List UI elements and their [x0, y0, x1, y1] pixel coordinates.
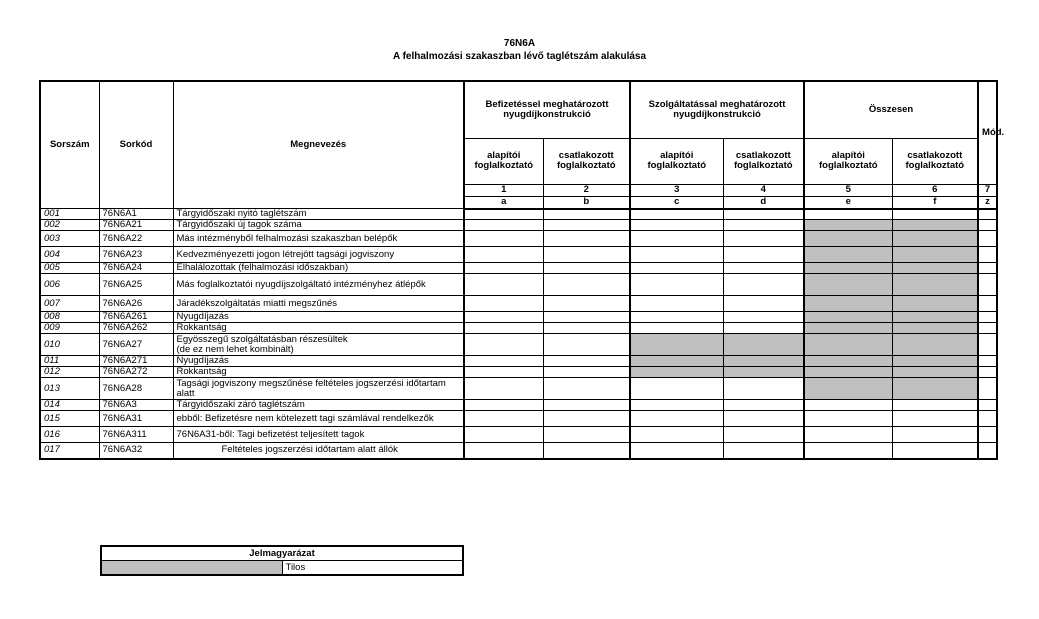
- data-cell[interactable]: [543, 263, 630, 274]
- data-cell: [804, 247, 892, 263]
- data-cell[interactable]: [978, 274, 997, 296]
- table-row: [40, 411, 997, 427]
- row-megnevezes: Feltételes jogszerzési időtartam alatt állók: [173, 443, 464, 459]
- data-cell[interactable]: [630, 411, 723, 427]
- header-sub-2: csatlakozott foglalkoztató: [543, 138, 630, 184]
- data-cell: [804, 378, 892, 400]
- data-cell[interactable]: [630, 296, 723, 312]
- data-cell[interactable]: [464, 334, 543, 356]
- row-sorszam: 011: [40, 356, 99, 367]
- data-cell[interactable]: [978, 367, 997, 378]
- header-letter-c: c: [630, 196, 723, 209]
- data-cell: [804, 263, 892, 274]
- row-sorszam: 003: [40, 231, 99, 247]
- header-num-2: 2: [543, 184, 630, 196]
- header-num-3: 3: [630, 184, 723, 196]
- header-num-5: 5: [804, 184, 892, 196]
- data-cell[interactable]: [723, 323, 804, 334]
- data-cell[interactable]: [723, 400, 804, 411]
- data-cell: [804, 334, 892, 356]
- data-cell[interactable]: [543, 274, 630, 296]
- data-cell[interactable]: [630, 209, 723, 220]
- data-cell[interactable]: [464, 367, 543, 378]
- table-row: [40, 443, 997, 459]
- data-cell[interactable]: [630, 231, 723, 247]
- data-cell[interactable]: [543, 220, 630, 231]
- table-row: [40, 220, 997, 231]
- data-cell: [804, 312, 892, 323]
- legend: [100, 545, 464, 576]
- row-megnevezes: Tagsági jogviszony megszűnése feltételes jogszerzési időtartam alatt: [173, 378, 464, 400]
- data-cell[interactable]: [464, 443, 543, 459]
- row-sorszam: 002: [40, 220, 99, 231]
- row-sorszam: 007: [40, 296, 99, 312]
- data-cell: [804, 296, 892, 312]
- row-sorkod: 76N6A28: [99, 378, 173, 400]
- report-code: 76N6A: [503, 38, 536, 49]
- data-cell[interactable]: [978, 411, 997, 427]
- row-megnevezes: Elhalálozottak (felhalmozási időszakban): [173, 263, 464, 274]
- row-sorszam: 016: [40, 427, 99, 443]
- row-sorszam: 012: [40, 367, 99, 378]
- data-cell[interactable]: [804, 209, 892, 220]
- data-cell[interactable]: [543, 247, 630, 263]
- data-cell: [892, 323, 978, 334]
- row-sorszam: 004: [40, 247, 99, 263]
- data-cell[interactable]: [978, 323, 997, 334]
- table-row: [40, 400, 997, 411]
- data-cell[interactable]: [723, 443, 804, 459]
- table-row: [40, 209, 997, 220]
- row-sorszam: 010: [40, 334, 99, 356]
- data-cell[interactable]: [892, 411, 978, 427]
- data-cell[interactable]: [464, 378, 543, 400]
- data-cell[interactable]: [978, 443, 997, 459]
- row-sorkod: 76N6A24: [99, 263, 173, 274]
- row-sorkod: 76N6A261: [99, 312, 173, 323]
- data-cell: [892, 367, 978, 378]
- header-sub-1: alapítói foglalkoztató: [464, 138, 543, 184]
- data-cell: [892, 356, 978, 367]
- header-num-6: 6: [892, 184, 978, 196]
- row-sorkod: 76N6A3: [99, 400, 173, 411]
- data-cell[interactable]: [464, 220, 543, 231]
- data-cell[interactable]: [892, 209, 978, 220]
- data-cell[interactable]: [543, 400, 630, 411]
- data-cell[interactable]: [723, 411, 804, 427]
- data-cell[interactable]: [723, 274, 804, 296]
- row-sorkod: 76N6A1: [99, 209, 173, 220]
- data-cell: [892, 247, 978, 263]
- header-sorszam: Sorszám: [40, 81, 99, 209]
- data-cell[interactable]: [464, 356, 543, 367]
- data-cell[interactable]: [464, 263, 543, 274]
- row-megnevezes: Rokkantság: [173, 323, 464, 334]
- data-cell[interactable]: [543, 378, 630, 400]
- data-cell[interactable]: [630, 312, 723, 323]
- row-sorkod: 76N6A31: [99, 411, 173, 427]
- data-cell[interactable]: [723, 231, 804, 247]
- data-cell: [892, 231, 978, 247]
- row-megnevezes: Rokkantság: [173, 367, 464, 378]
- report-title: A felhalmozási szakaszban lévő taglétszám alakulása: [392, 51, 647, 62]
- table-row: [40, 247, 997, 263]
- data-cell[interactable]: [978, 296, 997, 312]
- row-sorszam: 015: [40, 411, 99, 427]
- data-cell: [892, 274, 978, 296]
- data-cell: [723, 356, 804, 367]
- data-cell[interactable]: [723, 247, 804, 263]
- header-mod: Mód.: [978, 81, 997, 184]
- row-megnevezes: ebből: Befizetésre nem kötelezett tagi számlával rendelkezők: [173, 411, 464, 427]
- data-cell[interactable]: [978, 312, 997, 323]
- data-cell: [630, 367, 723, 378]
- row-megnevezes: Járadékszolgáltatás miatti megszűnés: [173, 296, 464, 312]
- table-row: [40, 334, 997, 356]
- table-row: [40, 274, 997, 296]
- data-cell[interactable]: [978, 334, 997, 356]
- header-megnevezes: Megnevezés: [173, 81, 464, 209]
- data-cell: [804, 367, 892, 378]
- row-megnevezes: Nyugdíjazás: [173, 356, 464, 367]
- row-sorkod: 76N6A23: [99, 247, 173, 263]
- row-megnevezes: Kedvezményezetti jogon létrejött tagsági jogviszony: [173, 247, 464, 263]
- data-cell[interactable]: [630, 263, 723, 274]
- header-letter-z: z: [978, 196, 997, 209]
- data-cell[interactable]: [543, 443, 630, 459]
- data-cell[interactable]: [464, 323, 543, 334]
- table-row: [40, 378, 997, 400]
- data-cell[interactable]: [978, 378, 997, 400]
- row-megnevezes: Tárgyidőszaki záró taglétszám: [173, 400, 464, 411]
- row-sorszam: 008: [40, 312, 99, 323]
- row-sorkod: 76N6A27: [99, 334, 173, 356]
- legend-label: Tilos: [282, 561, 463, 576]
- data-cell[interactable]: [543, 411, 630, 427]
- row-megnevezes: Más intézményből felhalmozási szakaszban belépők: [173, 231, 464, 247]
- data-cell[interactable]: [464, 274, 543, 296]
- row-sorkod: 76N6A22: [99, 231, 173, 247]
- row-megnevezes: Tárgyidőszaki nyitó taglétszám: [173, 209, 464, 220]
- data-cell: [804, 274, 892, 296]
- data-cell[interactable]: [543, 367, 630, 378]
- data-cell[interactable]: [630, 400, 723, 411]
- header-sub-3: alapítói foglalkoztató: [630, 138, 723, 184]
- data-cell[interactable]: [978, 231, 997, 247]
- data-cell[interactable]: [978, 247, 997, 263]
- table-row: [40, 367, 997, 378]
- data-cell: [892, 334, 978, 356]
- data-cell[interactable]: [543, 427, 630, 443]
- header-letter-b: b: [543, 196, 630, 209]
- data-cell[interactable]: [543, 323, 630, 334]
- table-row: [40, 263, 997, 274]
- header-group-szolgaltatas: Szolgáltatással meghatározott nyugdíjkonstrukció: [630, 81, 804, 138]
- row-sorkod: 76N6A21: [99, 220, 173, 231]
- data-cell[interactable]: [892, 400, 978, 411]
- data-cell: [892, 263, 978, 274]
- data-cell: [804, 356, 892, 367]
- header-sub-6: csatlakozott foglalkoztató: [892, 138, 978, 184]
- legend-title: Jelmagyarázat: [101, 546, 463, 561]
- row-sorkod: 76N6A272: [99, 367, 173, 378]
- data-cell[interactable]: [543, 209, 630, 220]
- data-cell: [892, 296, 978, 312]
- data-cell: [804, 220, 892, 231]
- row-sorkod: 76N6A271: [99, 356, 173, 367]
- header-letter-a: a: [464, 196, 543, 209]
- row-sorkod: 76N6A32: [99, 443, 173, 459]
- row-megnevezes: 76N6A31-ből: Tagi befizetést teljesített tagok: [173, 427, 464, 443]
- data-cell: [723, 334, 804, 356]
- data-cell[interactable]: [464, 427, 543, 443]
- table-row: [40, 231, 997, 247]
- data-cell[interactable]: [804, 443, 892, 459]
- row-sorszam: 001: [40, 209, 99, 220]
- header-sub-5: alapítói foglalkoztató: [804, 138, 892, 184]
- data-cell[interactable]: [892, 427, 978, 443]
- data-cell[interactable]: [543, 356, 630, 367]
- data-cell[interactable]: [464, 209, 543, 220]
- header-letter-e: e: [804, 196, 892, 209]
- data-cell[interactable]: [892, 443, 978, 459]
- data-cell[interactable]: [723, 312, 804, 323]
- row-sorszam: 017: [40, 443, 99, 459]
- data-cell[interactable]: [723, 296, 804, 312]
- data-cell[interactable]: [630, 247, 723, 263]
- data-cell[interactable]: [464, 231, 543, 247]
- data-cell[interactable]: [804, 400, 892, 411]
- row-sorkod: 76N6A25: [99, 274, 173, 296]
- data-cell[interactable]: [723, 220, 804, 231]
- data-cell: [804, 323, 892, 334]
- row-megnevezes: Egyösszegű szolgáltatásban részesültek (de ez nem lehet kombinált): [173, 334, 464, 356]
- row-sorszam: 013: [40, 378, 99, 400]
- legend-swatch: [101, 561, 282, 576]
- header-letter-d: d: [723, 196, 804, 209]
- data-cell[interactable]: [630, 323, 723, 334]
- data-cell[interactable]: [464, 247, 543, 263]
- data-cell[interactable]: [978, 209, 997, 220]
- row-megnevezes: Nyugdíjazás: [173, 312, 464, 323]
- data-cell[interactable]: [630, 443, 723, 459]
- data-cell[interactable]: [464, 296, 543, 312]
- table-row: [40, 427, 997, 443]
- data-cell[interactable]: [978, 427, 997, 443]
- table-row: [40, 312, 997, 323]
- data-cell[interactable]: [630, 274, 723, 296]
- header-sub-4: csatlakozott foglalkoztató: [723, 138, 804, 184]
- data-cell[interactable]: [804, 427, 892, 443]
- data-cell[interactable]: [723, 209, 804, 220]
- header-num-4: 4: [723, 184, 804, 196]
- header-group-befizetes: Befizetéssel meghatározott nyugdíjkonstrukció: [464, 81, 630, 138]
- data-cell: [892, 220, 978, 231]
- row-sorszam: 009: [40, 323, 99, 334]
- table-body: [40, 209, 997, 459]
- data-cell[interactable]: [723, 263, 804, 274]
- data-cell[interactable]: [630, 378, 723, 400]
- data-cell[interactable]: [543, 312, 630, 323]
- data-cell: [723, 367, 804, 378]
- header-group-osszesen: Összesen: [804, 81, 978, 138]
- data-cell[interactable]: [978, 400, 997, 411]
- table-row: [40, 296, 997, 312]
- data-cell[interactable]: [464, 411, 543, 427]
- table-row: [40, 356, 997, 367]
- data-cell[interactable]: [464, 400, 543, 411]
- data-cell[interactable]: [723, 378, 804, 400]
- row-sorkod: 76N6A311: [99, 427, 173, 443]
- header-sorkod: Sorkód: [99, 81, 173, 209]
- row-sorkod: 76N6A262: [99, 323, 173, 334]
- data-table: [39, 80, 1005, 460]
- data-cell[interactable]: [543, 334, 630, 356]
- header-num-1: 1: [464, 184, 543, 196]
- data-cell[interactable]: [723, 427, 804, 443]
- data-cell[interactable]: [978, 263, 997, 274]
- row-sorszam: 014: [40, 400, 99, 411]
- row-megnevezes: Más foglalkoztatói nyugdíjszolgáltató intézményhez átlépők: [173, 274, 464, 296]
- data-cell: [892, 312, 978, 323]
- header-num-7: 7: [978, 184, 997, 196]
- data-cell: [630, 356, 723, 367]
- header-letter-f: f: [892, 196, 978, 209]
- data-cell[interactable]: [630, 220, 723, 231]
- data-cell: [630, 334, 723, 356]
- data-cell[interactable]: [978, 220, 997, 231]
- data-cell: [804, 231, 892, 247]
- data-cell[interactable]: [630, 427, 723, 443]
- data-cell[interactable]: [804, 411, 892, 427]
- row-sorszam: 006: [40, 274, 99, 296]
- row-sorszam: 005: [40, 263, 99, 274]
- data-cell[interactable]: [978, 356, 997, 367]
- data-cell[interactable]: [543, 296, 630, 312]
- row-megnevezes: Tárgyidőszaki új tagok száma: [173, 220, 464, 231]
- data-cell[interactable]: [543, 231, 630, 247]
- data-cell: [892, 378, 978, 400]
- table-row: [40, 323, 997, 334]
- row-sorkod: 76N6A26: [99, 296, 173, 312]
- data-cell[interactable]: [464, 312, 543, 323]
